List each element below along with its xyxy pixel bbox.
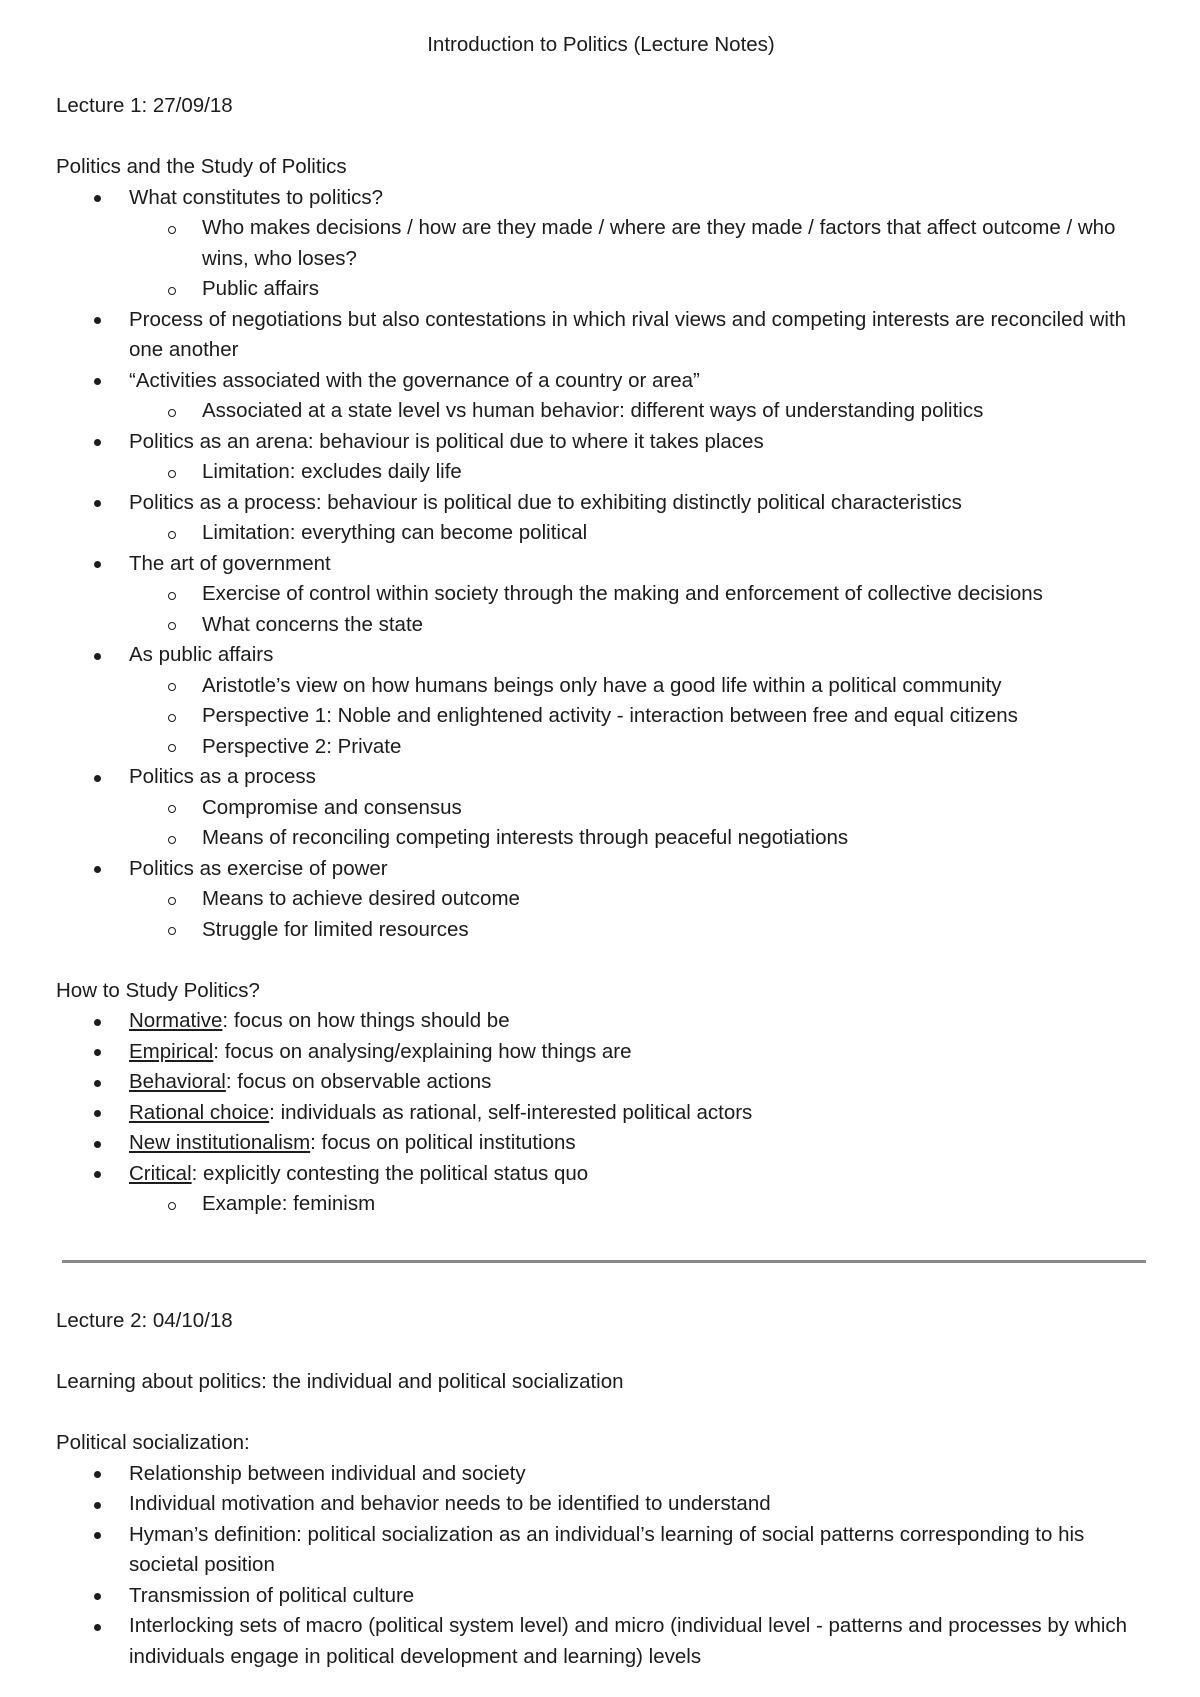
sub-item-text: Public affairs: [202, 277, 319, 300]
sub-list-item: [129, 701, 1146, 732]
sub-bullet-list: [129, 884, 1146, 945]
sub-bullet-list: [129, 396, 1146, 427]
sub-list-item: [129, 579, 1146, 610]
hollow-bullet-icon: [168, 531, 176, 539]
sub-bullet-list: [129, 457, 1146, 488]
item-text: Politics as a process: [129, 765, 316, 788]
filled-bullet-icon: [94, 378, 101, 385]
filled-bullet-icon: [94, 317, 101, 324]
list-item: [56, 854, 1146, 946]
filled-bullet-icon: [94, 1502, 101, 1509]
list-item: [56, 1611, 1146, 1672]
sub-list-item: [129, 213, 1146, 274]
item-text: Individual motivation and behavior needs to be identified to understand: [129, 1492, 771, 1515]
sub-list-item: [129, 610, 1146, 641]
list-item: [56, 1489, 1146, 1520]
approach-description: : focus on analysing/explaining how things are: [213, 1039, 632, 1063]
filled-bullet-icon: [94, 1049, 101, 1056]
hollow-bullet-icon: [168, 470, 176, 478]
item-text: Hyman’s definition: political socialization as an individual’s learning of social patterns corresponding to his societal position: [129, 1522, 1085, 1576]
sub-item-text: Means to achieve desired outcome: [202, 887, 520, 910]
sub-item-text: Associated at a state level vs human behavior: different ways of understanding politics: [202, 399, 984, 422]
filled-bullet-icon: [94, 1624, 101, 1631]
sub-list-item: [129, 671, 1146, 702]
sub-item-text: Who makes decisions / how are they made / where are they made / factors that affect outcome / who wins, who loses?: [202, 216, 1116, 270]
approach-term: Empirical: [129, 1039, 214, 1063]
list-item: [56, 183, 1146, 305]
political-socialization-heading: Political socialization:: [56, 1431, 250, 1454]
approach-term: Rational choice: [129, 1100, 270, 1124]
sub-list-item: [129, 457, 1146, 488]
approach-term: Normative: [129, 1009, 223, 1032]
item-text: Process of negotiations but also contestations in which rival views and competing interests are reconciled with one another: [129, 307, 1127, 361]
list-item: [56, 427, 1146, 488]
sub-list-item: [129, 915, 1146, 946]
hollow-bullet-icon: [168, 744, 176, 752]
sub-item-text: Compromise and consensus: [202, 795, 462, 819]
approach-description: : focus on how things should be: [222, 1009, 510, 1032]
filled-bullet-icon: [94, 1532, 101, 1539]
document-title: Introduction to Politics (Lecture Notes): [427, 33, 775, 56]
hollow-bullet-icon: [168, 836, 176, 844]
approach-description: : focus on political institutions: [310, 1131, 576, 1154]
lecture-1-heading: Lecture 1: 27/09/18: [56, 94, 233, 117]
lecture-2-section: [56, 1306, 1146, 1672]
sub-list-item: [129, 823, 1146, 854]
list-item: [56, 762, 1146, 854]
sub-item-text: Perspective 1: Noble and enlightened activity - interaction between free and equal citizens: [202, 704, 1018, 727]
filled-bullet-icon: [94, 775, 101, 782]
hollow-bullet-icon: [168, 1202, 176, 1210]
filled-bullet-icon: [94, 1110, 101, 1117]
horizontal-divider: [62, 1260, 1146, 1263]
approach-term: Behavioral: [129, 1070, 226, 1093]
sub-item-text: Perspective 2: Private: [202, 734, 402, 758]
item-text: Transmission of political culture: [129, 1583, 415, 1607]
item-text: Relationship between individual and society: [129, 1461, 526, 1485]
filled-bullet-icon: [94, 500, 101, 507]
approach-item: [56, 1067, 1146, 1098]
approach-item: [56, 1159, 1146, 1220]
lecture-2-bullet-list: [56, 1459, 1146, 1673]
sub-list-item: [129, 793, 1146, 824]
filled-bullet-icon: [94, 1471, 101, 1478]
sub-bullet-list: [129, 518, 1146, 549]
approach-term: New institutionalism: [129, 1131, 311, 1154]
lecture-2-heading: Lecture 2: 04/10/18: [56, 1309, 233, 1332]
filled-bullet-icon: [94, 1019, 101, 1026]
sub-item-text: Limitation: excludes daily life: [202, 460, 462, 483]
filled-bullet-icon: [94, 195, 101, 202]
hollow-bullet-icon: [168, 714, 176, 722]
list-item: [56, 488, 1146, 549]
approach-item: [56, 1037, 1146, 1068]
lecture-1-bullet-list: [56, 183, 1146, 946]
sub-list-item: [129, 884, 1146, 915]
sub-list-item: [129, 732, 1146, 763]
hollow-bullet-icon: [168, 409, 176, 417]
hollow-bullet-icon: [168, 683, 176, 691]
list-item: [56, 305, 1146, 366]
item-text: Interlocking sets of macro (political system level) and micro (individual level - patterns and processes by which individuals engage in political development and learning) levels: [129, 1614, 1128, 1668]
approach-item: [56, 1006, 1146, 1037]
sub-item-text: What concerns the state: [202, 612, 424, 636]
approach-item: [56, 1098, 1146, 1129]
approach-item: [56, 1128, 1146, 1159]
sub-list-item: [129, 518, 1146, 549]
lecture-1-section: [56, 30, 1146, 1220]
list-item: [56, 366, 1146, 427]
item-text: Politics as a process: behaviour is political due to exhibiting distinctly political characteristics: [129, 490, 962, 514]
sub-bullet-list: [129, 671, 1146, 763]
hollow-bullet-icon: [168, 622, 176, 630]
item-text: “Activities associated with the governance of a country or area”: [129, 368, 700, 392]
sub-bullet-list: [129, 213, 1146, 305]
lecture-2-topic: Learning about politics: the individual and political socialization: [56, 1370, 624, 1393]
filled-bullet-icon: [94, 1593, 101, 1600]
item-text: What constitutes to politics?: [129, 185, 384, 209]
item-text: The art of government: [129, 551, 331, 575]
sub-bullet-list: [129, 579, 1146, 640]
sub-bullet-list: [129, 793, 1146, 854]
list-item: [56, 1459, 1146, 1490]
list-item: [56, 640, 1146, 762]
item-text: Politics as exercise of power: [129, 856, 388, 880]
sub-list-item: [129, 274, 1146, 305]
filled-bullet-icon: [94, 1080, 101, 1087]
hollow-bullet-icon: [168, 927, 176, 935]
hollow-bullet-icon: [168, 226, 176, 234]
item-text: Politics as an arena: behaviour is political due to where it takes places: [129, 429, 764, 453]
hollow-bullet-icon: [168, 897, 176, 905]
hollow-bullet-icon: [168, 805, 176, 813]
sub-item-text: Struggle for limited resources: [202, 917, 469, 941]
filled-bullet-icon: [94, 439, 101, 446]
approach-term: Critical: [129, 1161, 192, 1185]
hollow-bullet-icon: [168, 287, 176, 295]
sub-item-text: Exercise of control within society through the making and enforcement of collective decisions: [202, 582, 1043, 605]
sub-list-item: [129, 396, 1146, 427]
item-text: As public affairs: [129, 643, 274, 666]
approach-description: : focus on observable actions: [225, 1070, 492, 1093]
sub-item-text: Aristotle’s view on how humans beings only have a good life within a political community: [202, 673, 1002, 697]
filled-bullet-icon: [94, 1171, 101, 1178]
list-item: [56, 1520, 1146, 1581]
sub-item-text: Means of reconciling competing interests through peaceful negotiations: [202, 826, 849, 849]
sub-item-text: Example: feminism: [202, 1192, 376, 1215]
filled-bullet-icon: [94, 866, 101, 873]
sub-item-text: Limitation: everything can become political: [202, 521, 588, 544]
list-item: [56, 549, 1146, 641]
filled-bullet-icon: [94, 1141, 101, 1148]
filled-bullet-icon: [94, 561, 101, 568]
list-item: [56, 1581, 1146, 1612]
sub-list-item: [129, 1189, 1146, 1220]
lecture-1-topic: Politics and the Study of Politics: [56, 155, 347, 178]
approach-description: : individuals as rational, self-interested political actors: [269, 1100, 753, 1124]
hollow-bullet-icon: [168, 592, 176, 600]
study-politics-heading: How to Study Politics?: [56, 978, 260, 1002]
sub-bullet-list: [129, 1189, 1146, 1220]
filled-bullet-icon: [94, 653, 101, 660]
approach-description: : explicitly contesting the political status quo: [191, 1161, 589, 1185]
study-approaches-list: [56, 1006, 1146, 1220]
